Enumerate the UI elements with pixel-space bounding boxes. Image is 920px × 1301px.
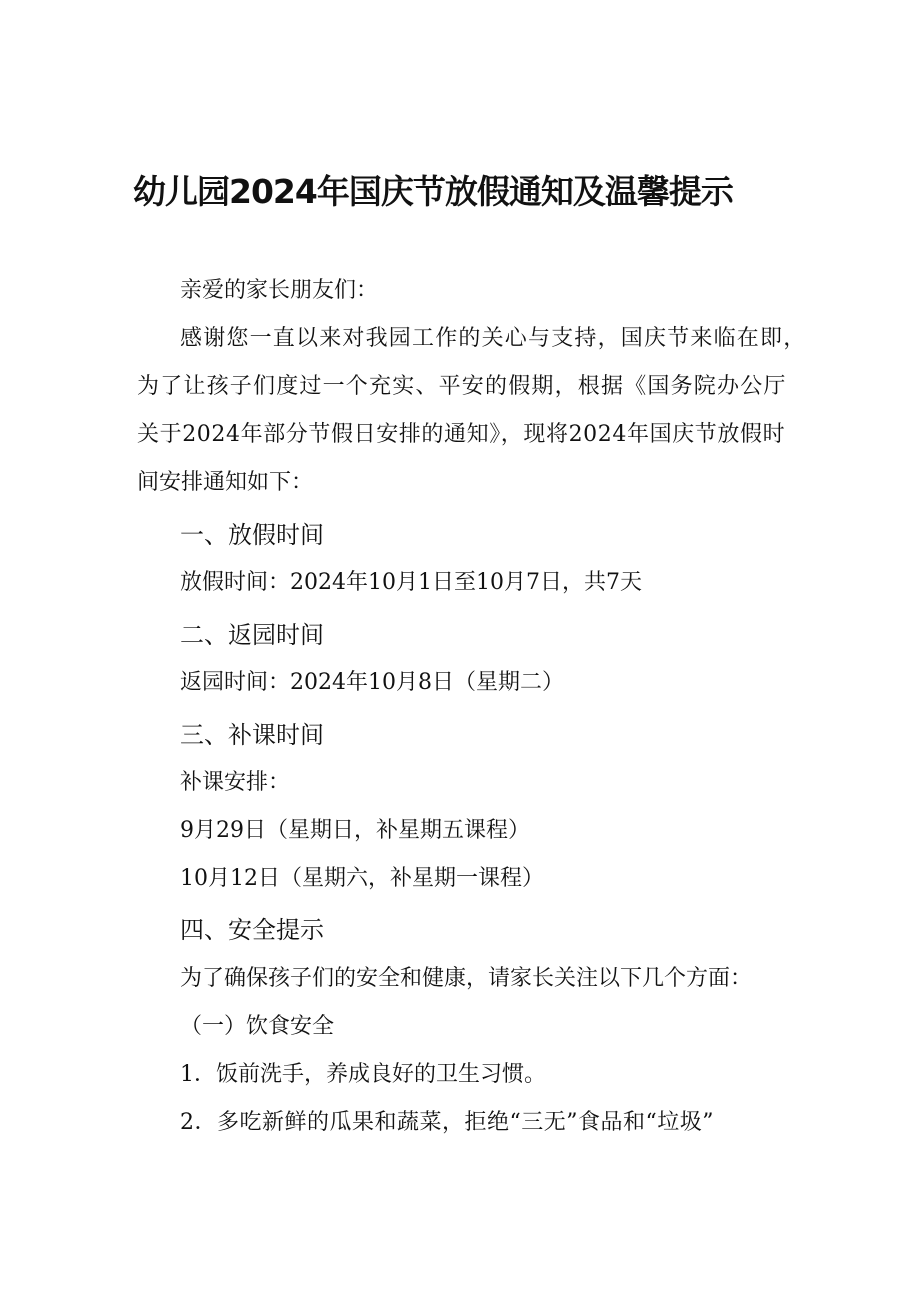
safety-item: 2．多吃新鲜的瓜果和蔬菜，拒绝“三无”食品和“垃圾” (180, 1110, 714, 1135)
safety-subheading-food: （一）饮食安全 (180, 1014, 335, 1039)
makeup-item: 9月29日（星期日，补星期五课程） (180, 818, 530, 843)
makeup-item: 10月12日（星期六，补星期一课程） (180, 866, 544, 891)
intro-line-3: 关于2024年部分节假日安排的通知》，现将2024年国庆节放假时 (137, 422, 786, 447)
return-time-text: 返园时间：2024年10月8日（星期二） (180, 670, 564, 695)
makeup-label: 补课安排： (180, 770, 291, 795)
section-heading-return: 二、返园时间 (180, 621, 324, 649)
intro-line-4: 间安排通知如下： (137, 470, 314, 495)
intro-line-2: 为了让孩子们度过一个充实、平安的假期，根据《国务院办公厅 (137, 374, 787, 399)
section-heading-holiday: 一、放假时间 (180, 521, 324, 549)
safety-intro: 为了确保孩子们的安全和健康，请家长关注以下几个方面： (180, 966, 753, 991)
greeting: 亲爱的家长朋友们： (180, 278, 379, 303)
intro-line-1: 感谢您一直以来对我园工作的关心与支持，国庆节来临在即， (180, 326, 807, 351)
document-title: 幼儿园2024年国庆节放假通知及温馨提示 (133, 172, 733, 211)
section-heading-safety: 四、安全提示 (180, 916, 324, 944)
section-heading-makeup: 三、补课时间 (180, 721, 324, 749)
holiday-time-text: 放假时间：2024年10月1日至10月7日，共7天 (180, 570, 642, 595)
safety-item: 1．饭前洗手，养成良好的卫生习惯。 (180, 1062, 546, 1087)
